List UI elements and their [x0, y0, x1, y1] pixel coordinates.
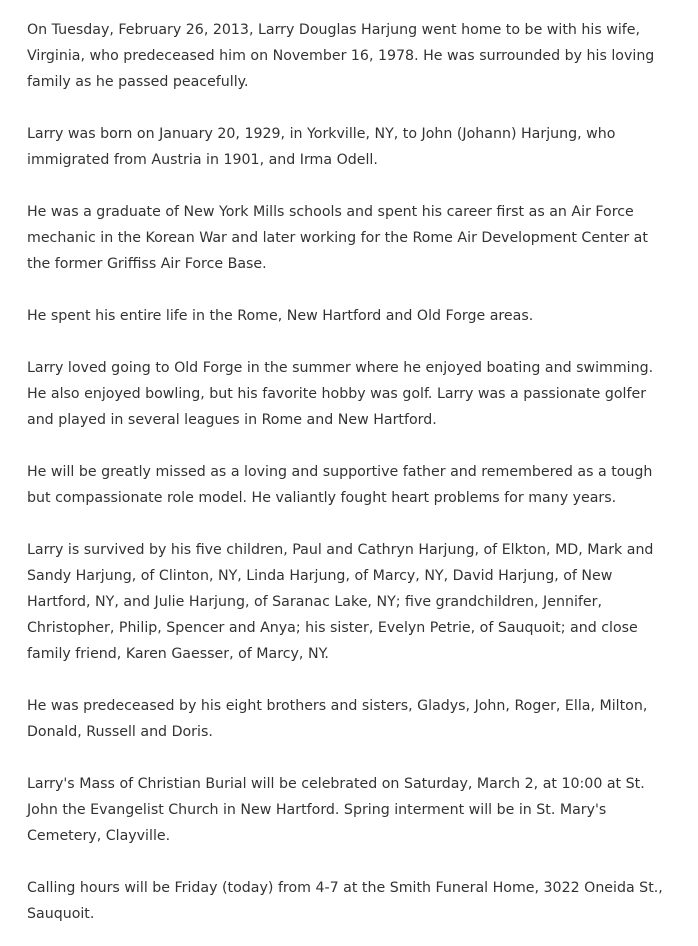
paragraph-career: He was a graduate of New York Mills schools and spent his career first as an Air Force mechanic in the Korean War and later working for the Rome Air Development Center at the former Griffiss Air Force Base.: [27, 204, 648, 272]
paragraph-residence: He spent his entire life in the Rome, New Hartford and Old Forge areas.: [27, 308, 534, 324]
paragraph-funeral-mass: Larry's Mass of Christian Burial will be celebrated on Saturday, March 2, at 10:00 at St. John the Evangelist Church in New Hartford. Spring interment will be in St. Mary's Cemetery, Clayville.: [27, 776, 645, 844]
paragraph-survivors: Larry is survived by his five children, Paul and Cathryn Harjung, of Elkton, MD, Mark and Sandy Harjung, of Clinton, NY, Linda Harjung, of Marcy, NY, David Harjung, of New Hartford, NY, and Julie Harjung, of Saranac Lake, NY; five grandchildren, Jennifer, Christopher, Philip, Spencer and Anya; his sister, Evelyn Petrie, of Sauquoit; and close family friend, Karen Gaesser, of Marcy, NY.: [27, 542, 654, 662]
paragraph-calling-hours: Calling hours will be Friday (today) from 4-7 at the Smith Funeral Home, 3022 Oneida St., Sauquoit.: [27, 880, 663, 922]
paragraph-remembrance: He will be greatly missed as a loving and supportive father and remembered as a tough but compassionate role model. He valiantly fought heart problems for many years.: [27, 464, 653, 506]
paragraph-hobbies: Larry loved going to Old Forge in the summer where he enjoyed boating and swimming. He also enjoyed bowling, but his favorite hobby was golf. Larry was a passionate golfer and played in several leagues in Rome and New Hartford.: [27, 360, 654, 428]
paragraph-death-announcement: On Tuesday, February 26, 2013, Larry Douglas Harjung went home to be with his wife, Virginia, who predeceased him on November 16, 1978. He was surrounded by his loving family as he passed peacefully.: [27, 22, 655, 90]
paragraph-birth: Larry was born on January 20, 1929, in Yorkville, NY, to John (Johann) Harjung, who immigrated from Austria in 1901, and Irma Odell.: [27, 126, 616, 168]
paragraph-predeceased: He was predeceased by his eight brothers and sisters, Gladys, John, Roger, Ella, Milton, Donald, Russell and Doris.: [27, 698, 648, 740]
